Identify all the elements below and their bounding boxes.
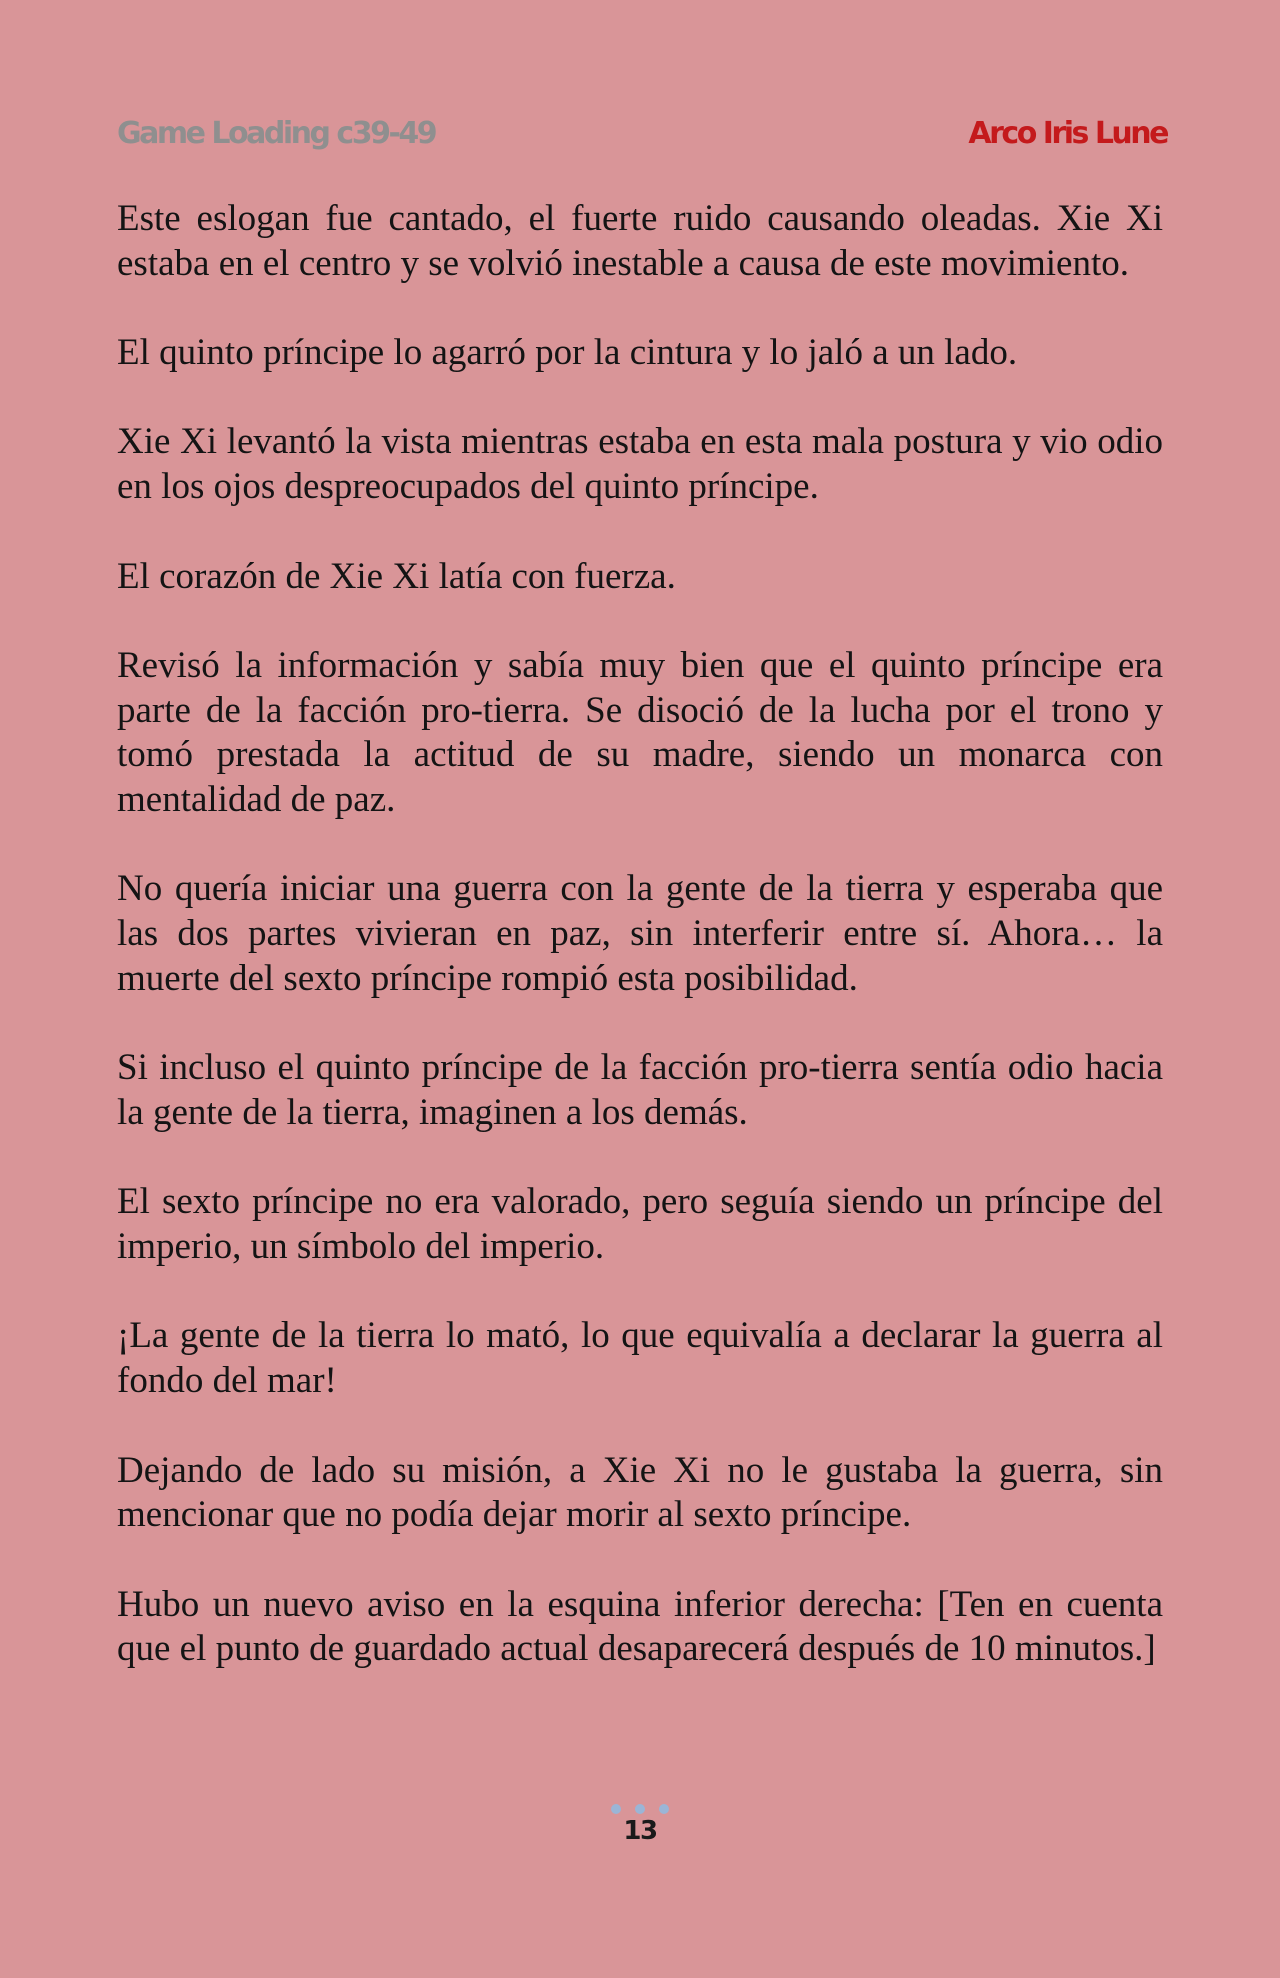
ornament-dot	[611, 1804, 621, 1814]
running-header-translator: Arco Iris Lune	[968, 116, 1167, 151]
paragraph: Si incluso el quinto príncipe de la facción pro-tierra sentía odio hacia la gente de la tierra, imaginen a los demás.	[117, 1047, 1163, 1133]
paragraph: El sexto príncipe no era valorado, pero seguía siendo un príncipe del imperio, un símbolo del imperio.	[117, 1181, 1163, 1268]
ornament-dot	[659, 1804, 669, 1814]
paragraph: Hubo un nuevo aviso en la esquina inferior derecha: [Ten en cuenta que el punto de guardado actual desaparecerá después de 10 minutos.]	[117, 1583, 1163, 1670]
paragraph: No quería iniciar una guerra con la gente de la tierra y esperaba que las dos partes vivieran en paz, sin interferir entre sí. Ahora… la muerte del sexto príncipe rompió esta posibilidad.	[117, 868, 1163, 999]
paragraph: El quinto príncipe lo agarró por la cintura y lo jaló a un lado.	[117, 332, 1018, 374]
paragraph: ¡La gente de la tierra lo mató, lo que equivalía a declarar la guerra al fondo del mar!	[117, 1315, 1163, 1402]
paragraph: Xie Xi levantó la vista mientras estaba en esta mala postura y vio odio en los ojos despreocupados del quinto príncipe.	[117, 421, 1163, 508]
paragraph: El corazón de Xie Xi latía con fuerza.	[117, 555, 676, 597]
ornament-dot	[635, 1804, 645, 1814]
page-number: 13	[623, 1816, 657, 1846]
page-body-text	[117, 197, 1163, 1672]
paragraph: Revisó la información y sabía muy bien que el quinto príncipe era parte de la facción pro-tierra. Se disoció de la lucha por el trono y tomó prestada la actitud de su madre, siendo un monarca con mentalidad de paz.	[117, 644, 1163, 821]
running-header-book-title: Game Loading c39-49	[117, 116, 436, 151]
page-ornament-dots	[0, 1804, 1280, 1814]
paragraph: Dejando de lado su misión, a Xie Xi no le gustaba la guerra, sin mencionar que no podía dejar morir al sexto príncipe.	[117, 1449, 1163, 1536]
paragraph: Este eslogan fue cantado, el fuerte ruido causando oleadas. Xie Xi estaba en el centro y se volvió inestable a causa de este movimiento.	[117, 198, 1163, 284]
